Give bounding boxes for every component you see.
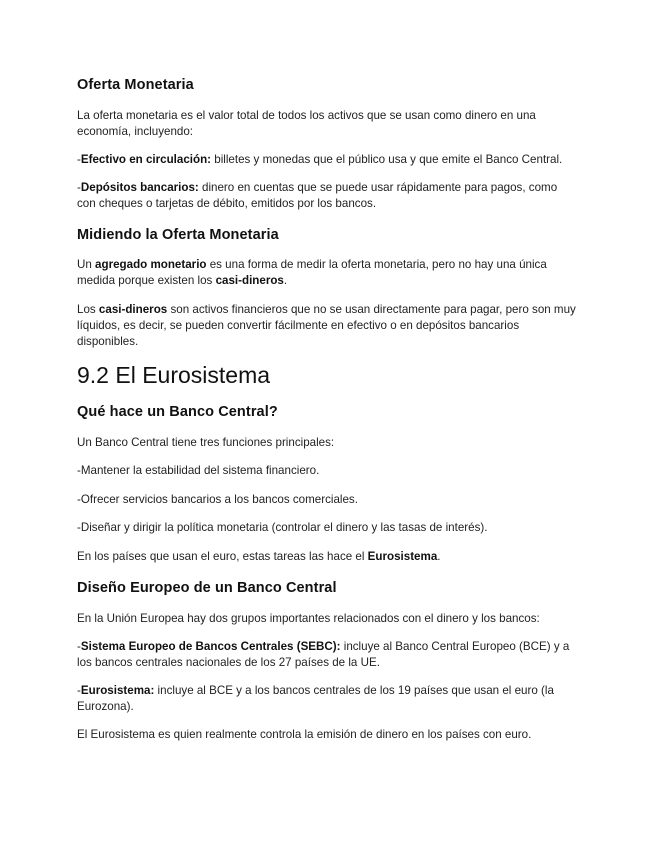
list-item-efectivo	[77, 152, 577, 168]
term-efectivo: Efectivo en circulación:	[80, 153, 212, 166]
text-run: En los países que usan el euro, estas tareas las hace el	[77, 550, 368, 563]
list-item-funcion-2: -Ofrecer servicios bancarios a los bancos comerciales.	[77, 493, 358, 506]
list-item-eurosistema	[77, 683, 577, 715]
list-item-text: dinero en cuentas que se puede usar rápidamente para pagos, como con cheques o tarjetas de débito, emitidos por los bancos.	[77, 181, 558, 210]
term-eurosistema: Eurosistema	[367, 550, 438, 563]
list-item-text: incluye al Banco Central Europeo (BCE) y a los bancos centrales nacionales de los 27 países de la UE.	[77, 640, 570, 669]
paragraph-oferta-intro: La oferta monetaria es el valor total de todos los activos que se usan como dinero en una economía, incluyendo:	[77, 109, 536, 138]
text-run: es una forma de medir la oferta monetaria, pero no hay una única medida porque existen los	[77, 258, 547, 287]
list-item-prefix: -	[77, 181, 81, 194]
text-run: .	[437, 550, 441, 563]
paragraph-casi-dineros	[77, 302, 577, 350]
list-item-prefix: -	[77, 640, 81, 653]
term-agregado-monetario: agregado monetario	[95, 258, 207, 271]
heading-diseno-europeo: Diseño Europeo de un Banco Central	[77, 580, 337, 596]
text-run: son activos financieros que no se usan directamente para pagar, pero son muy líquidos, es decir, se pueden convertir fácilmente en efectivo o en depósitos bancarios disponibles.	[77, 303, 576, 348]
term-casi-dineros: casi-dineros	[215, 274, 284, 287]
list-item-depositos	[77, 180, 577, 212]
list-item-prefix: -	[77, 153, 81, 166]
text-run: Los	[77, 303, 99, 316]
list-item-funcion-1: -Mantener la estabilidad del sistema financiero.	[77, 464, 320, 477]
text-run: Un	[77, 258, 96, 271]
list-item-funcion-3: -Diseñar y dirigir la política monetaria (controlar el dinero y las tasas de interés).	[77, 521, 488, 534]
term-eurosistema-2: Eurosistema:	[80, 684, 155, 697]
paragraph-agregado	[77, 257, 577, 289]
paragraph-eurosistema-tareas	[77, 549, 577, 565]
list-item-text: incluye al BCE y a los bancos centrales de los 19 países que usan el euro (la Eurozona).	[77, 684, 554, 713]
paragraph-eurosistema-control: El Eurosistema es quien realmente controla la emisión de dinero en los países con euro.	[77, 728, 532, 741]
paragraph-funciones-intro: Un Banco Central tiene tres funciones principales:	[77, 436, 335, 449]
heading-midiendo: Midiendo la Oferta Monetaria	[77, 227, 279, 243]
text-run: .	[283, 274, 288, 287]
list-item-text: billetes y monedas que el público usa y que emite el Banco Central.	[211, 153, 563, 166]
heading-oferta-monetaria: Oferta Monetaria	[77, 77, 194, 93]
paragraph-ue-intro: En la Unión Europea hay dos grupos importantes relacionados con el dinero y los bancos:	[77, 612, 540, 625]
term-sebc: Sistema Europeo de Bancos Centrales (SEBC):	[80, 640, 341, 653]
list-item-sebc	[77, 639, 577, 671]
list-item-prefix: -	[77, 684, 81, 697]
term-casi-dineros-2: casi-dineros	[98, 303, 168, 316]
term-depositos: Depósitos bancarios:	[80, 181, 199, 194]
chapter-title: 9.2 El Eurosistema	[77, 362, 271, 388]
heading-que-hace: Qué hace un Banco Central?	[77, 404, 278, 420]
